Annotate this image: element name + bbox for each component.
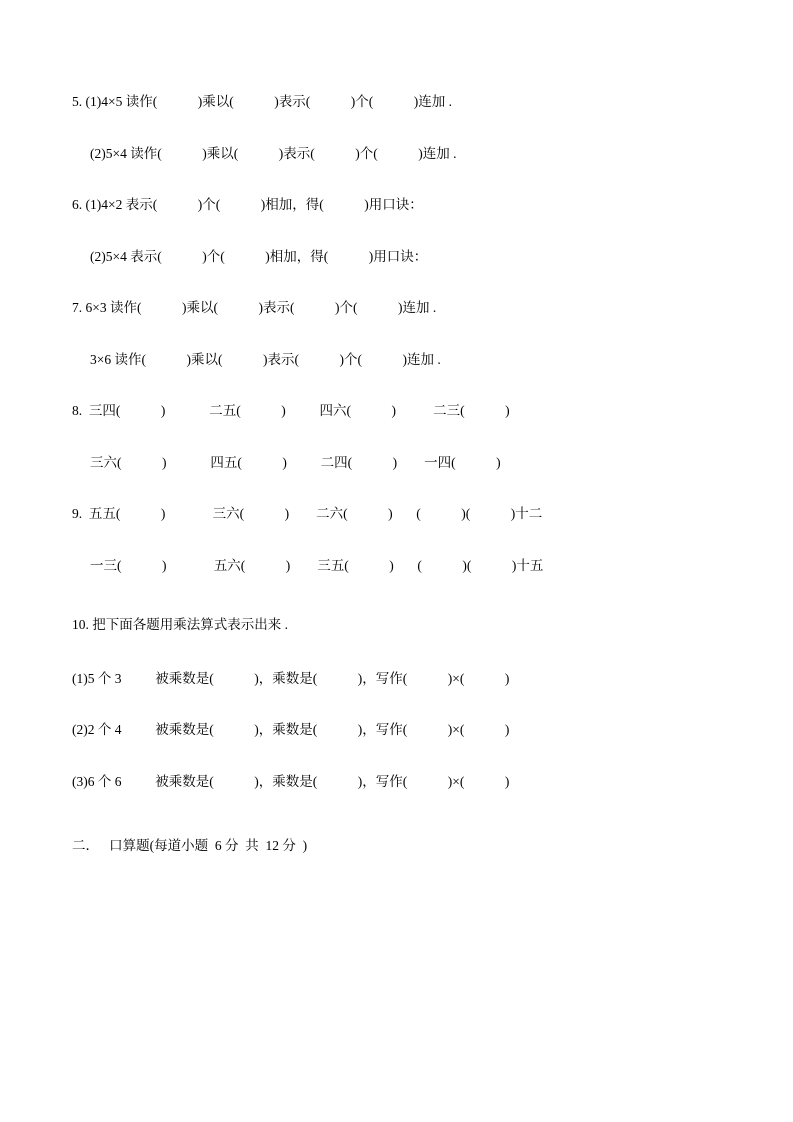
question-5-1: 5. (1)4×5 读作( )乘以( )表示( )个( )连加 . — [72, 94, 452, 109]
question-9-line-1: 9. 五五( ) 三六( ) 二六( ) ( )( )十二 — [72, 506, 543, 521]
question-10-1: (1)5 个 3 被乘数是( )，乘数是( )，写作( )×( ) — [72, 670, 510, 686]
question-7-2: 3×6 读作( )乘以( )表示( )个( )连加 . — [90, 351, 441, 367]
question-10-3: (3)6 个 6 被乘数是( )，乘数是( )，写作( )×( ) — [72, 773, 510, 789]
question-8-line-1: 8. 三四( ) 二五( ) 四六( ) 二三( ) — [72, 403, 510, 418]
question-6-1: 6. (1)4×2 表示( )个( )相加，得( )用口诀： — [72, 197, 423, 212]
question-8-line-2: 三六( ) 四五( ) 二四( ) 一四( ) — [90, 454, 501, 470]
question-9-line-2: 一三( ) 五六( ) 三五( ) ( )( )十五 — [90, 557, 544, 573]
question-7-1: 7. 6×3 读作( )乘以( )表示( )个( )连加 . — [72, 300, 437, 315]
question-6-2: (2)5×4 表示( )个( )相加，得( )用口诀： — [90, 248, 428, 264]
section-2-heading: 二． 口算题(每道小题 6 分 共 12 分 ) — [72, 838, 308, 853]
question-10-prompt: 10. 把下面各题用乘法算式表示出来 . — [72, 617, 288, 632]
question-10-2: (2)2 个 4 被乘数是( )，乘数是( )，写作( )×( ) — [72, 722, 510, 737]
question-5-2: (2)5×4 读作( )乘以( )表示( )个( )连加 . — [90, 145, 457, 161]
